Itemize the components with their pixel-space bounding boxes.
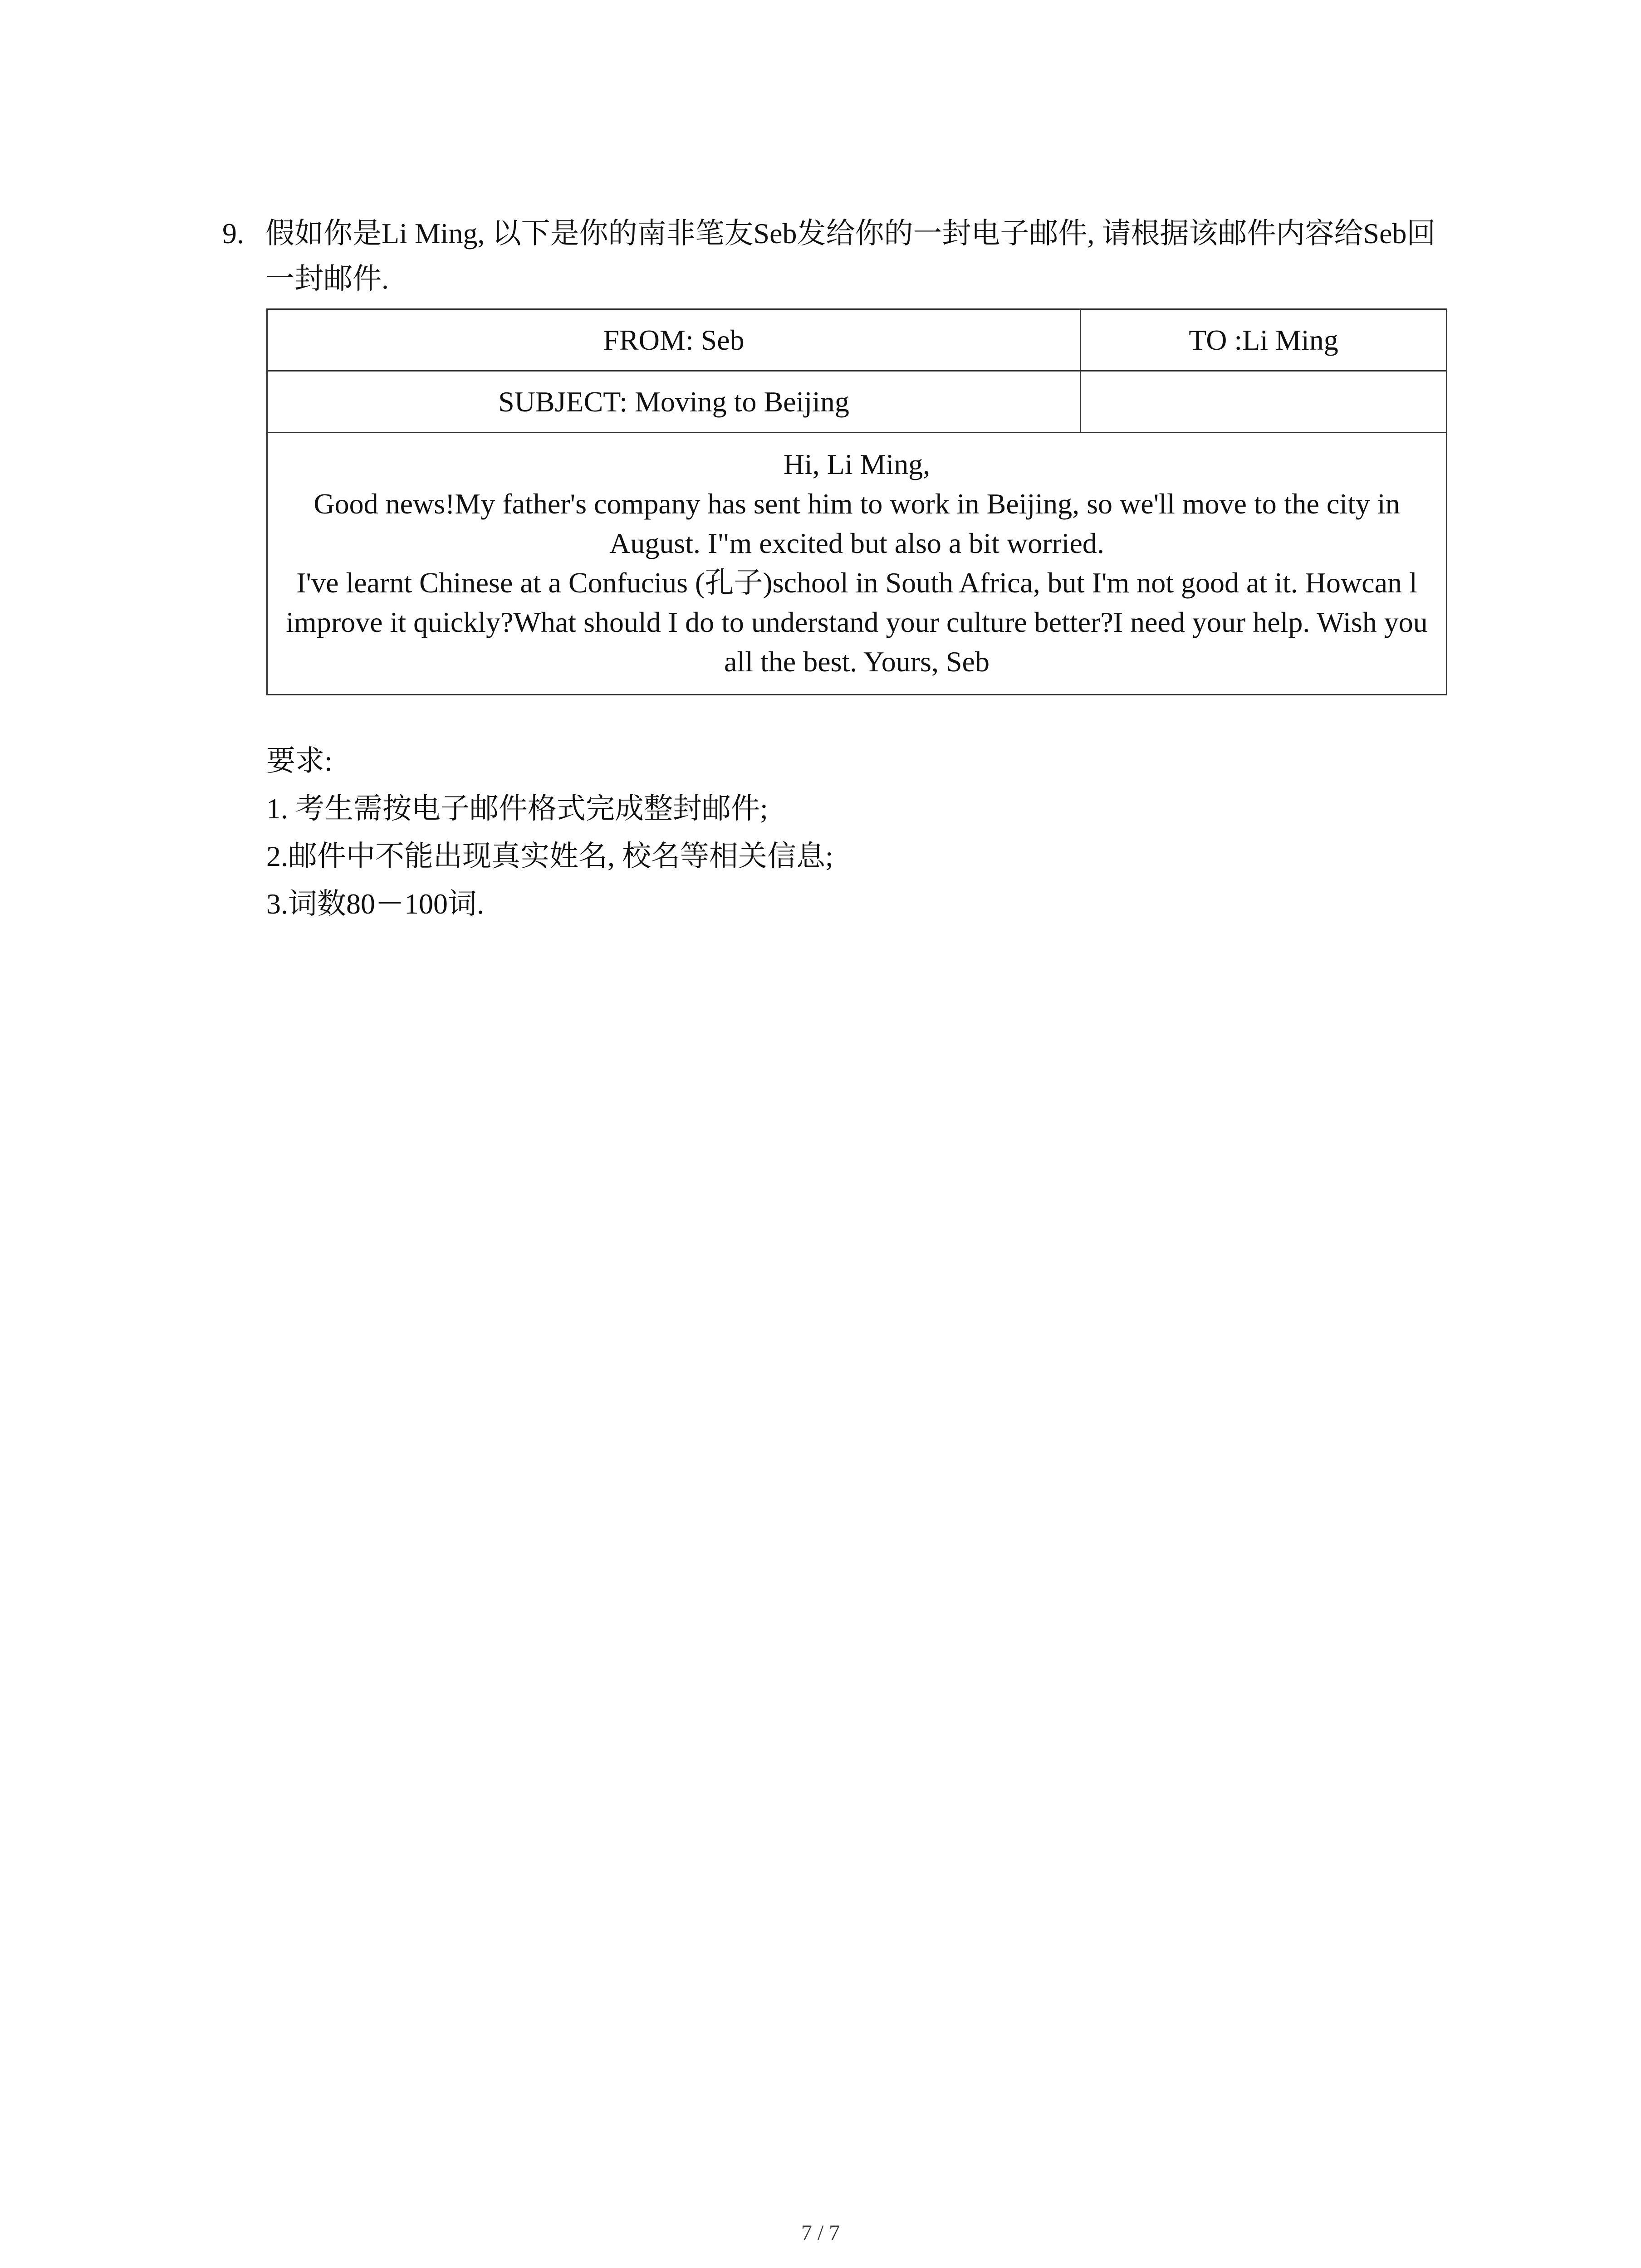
page-number: 7 / 7 (801, 2221, 840, 2245)
question-prompt: 假如你是Li Ming, 以下是你的南非笔友Seb发给你的一封电子邮件, 请根据该邮件内容给Seb回一封邮件. (265, 217, 1436, 295)
requirement-item: 3.词数80－100词. (266, 888, 484, 920)
email-subject-row (267, 371, 1447, 433)
requirements-section (266, 737, 833, 928)
email-body-cell (267, 433, 1447, 695)
requirement-item: 2.邮件中不能出现真实姓名, 校名等相关信息; (266, 840, 833, 872)
email-to-cell: TO :Li Ming (1081, 309, 1447, 371)
requirements-heading: 要求: (266, 745, 333, 777)
question-9 (222, 211, 1447, 302)
email-paragraph-2: I've learnt Chinese at a Confucius (孔子)school in South Africa, but I'm not good at it. Howcan l improve it quickly?What should I do to understand your culture better?I need your help. Wish you all the best. Yours, Seb (286, 567, 1428, 678)
email-subject-blank-cell (1081, 371, 1447, 433)
email-table (266, 308, 1447, 695)
requirement-item: 1. 考生需按电子邮件格式完成整封邮件; (266, 792, 768, 825)
email-from-cell: FROM: Seb (267, 309, 1081, 371)
email-greeting: Hi, Li Ming, (783, 448, 931, 480)
email-paragraph-1: Good news!My father's company has sent him to work in Beijing, so we'll move to the city in August. I"m excited but also a bit worried. (314, 488, 1400, 559)
email-subject-cell: SUBJECT: Moving to Beijing (267, 371, 1081, 433)
email-header-row (267, 309, 1447, 371)
question-number: 9. (222, 217, 244, 249)
email-body-row (267, 433, 1447, 695)
